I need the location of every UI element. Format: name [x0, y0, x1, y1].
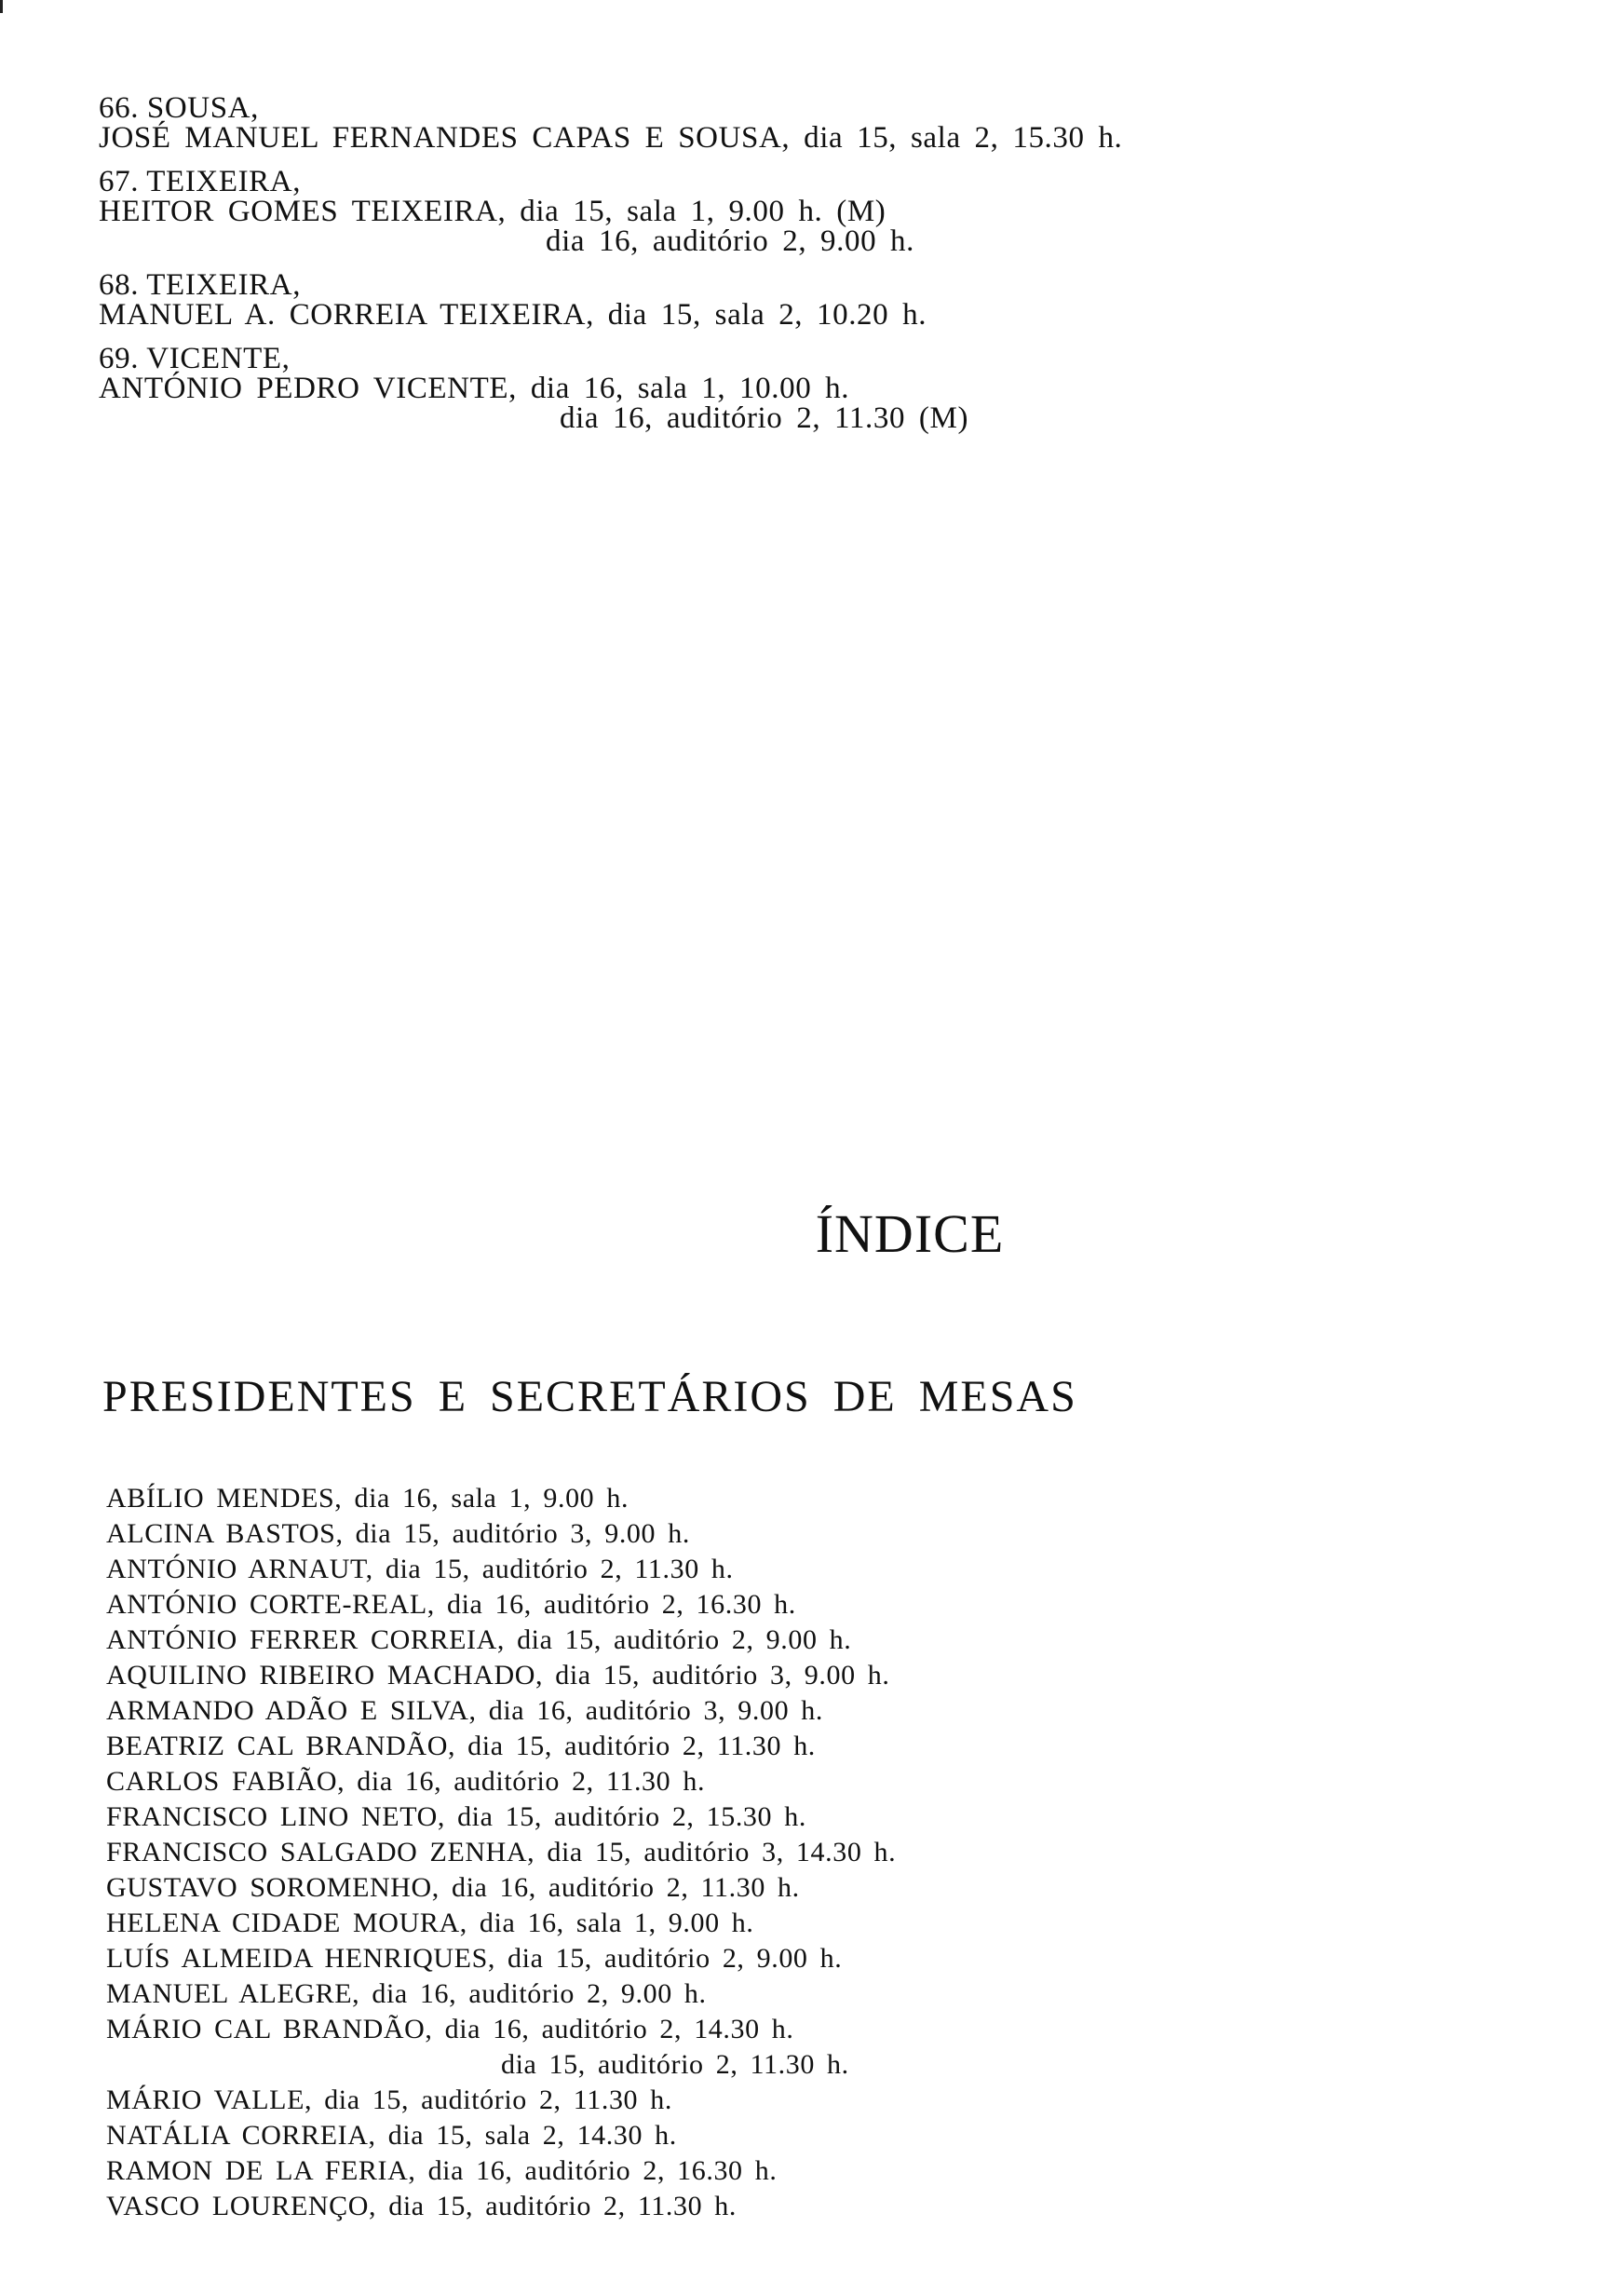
president-line: RAMON DE LA FERIA, dia 16, auditório 2, 16.30 h.	[106, 2155, 778, 2186]
scan-edge-mark	[0, 0, 3, 13]
entry-number-line: 67. TEIXEIRA,	[99, 165, 302, 198]
president-line: FRANCISCO LINO NETO, dia 15, auditório 2, 15.30 h.	[106, 1801, 806, 1832]
entry-main-line: MANUEL A. CORREIA TEIXEIRA, dia 15, sala 2, 10.20 h.	[99, 298, 927, 332]
president-line: FRANCISCO SALGADO ZENHA, dia 15, auditório 3, 14.30 h.	[106, 1837, 897, 1867]
entry-main-line: JOSÉ MANUEL FERNANDES CAPAS E SOUSA, dia 15, sala 2, 15.30 h.	[99, 121, 1123, 155]
president-line: AQUILINO RIBEIRO MACHADO, dia 15, auditório 3, 9.00 h.	[106, 1660, 890, 1691]
participant-entries	[99, 93, 1495, 447]
entry-67	[99, 167, 1495, 256]
president-line: MANUEL ALEGRE, dia 16, auditório 2, 9.00 h.	[106, 1978, 707, 2009]
entry-number-line: 68. TEIXEIRA,	[99, 268, 302, 302]
entry-continuation-line: dia 16, auditório 2, 11.30 (M)	[560, 401, 969, 435]
entry-number-line: 66. SOUSA,	[99, 91, 259, 125]
entry-number-line: 69. VICENTE,	[99, 342, 291, 375]
entry-66	[99, 93, 1495, 153]
entry-main-line: HEITOR GOMES TEIXEIRA, dia 15, sala 1, 9.00 h. (M)	[99, 195, 886, 228]
index-heading: ÍNDICE	[815, 1203, 1005, 1264]
president-line: ANTÓNIO FERRER CORREIA, dia 15, auditório 2, 9.00 h.	[106, 1624, 852, 1655]
president-line: ABÍLIO MENDES, dia 16, sala 1, 9.00 h.	[106, 1483, 629, 1514]
president-line: VASCO LOURENÇO, dia 15, auditório 2, 11.30 h.	[106, 2191, 737, 2221]
entry-main-line: ANTÓNIO PEDRO VICENTE, dia 16, sala 1, 10.00 h.	[99, 372, 850, 405]
entry-continuation-line: dia 16, auditório 2, 9.00 h.	[546, 224, 915, 258]
presidents-list	[106, 1481, 896, 2224]
president-line: NATÁLIA CORREIA, dia 15, sala 2, 14.30 h.	[106, 2120, 677, 2151]
president-continuation-line: dia 15, auditório 2, 11.30 h.	[501, 2049, 849, 2080]
president-line: ARMANDO ADÃO E SILVA, dia 16, auditório 3, 9.00 h.	[106, 1695, 824, 1726]
president-line: CARLOS FABIÃO, dia 16, auditório 2, 11.30 h.	[106, 1766, 706, 1797]
president-line: ANTÓNIO CORTE-REAL, dia 16, auditório 2, 16.30 h.	[106, 1589, 796, 1620]
entry-68	[99, 270, 1495, 330]
president-line: BEATRIZ CAL BRANDÃO, dia 15, auditório 2, 11.30 h.	[106, 1731, 816, 1761]
president-line: MÁRIO VALLE, dia 15, auditório 2, 11.30 h.	[106, 2085, 672, 2115]
entry-69	[99, 344, 1495, 433]
section-heading: PRESIDENTES E SECRETÁRIOS DE MESAS	[102, 1372, 1077, 1421]
president-line: ALCINA BASTOS, dia 15, auditório 3, 9.00 h.	[106, 1518, 690, 1549]
president-line: MÁRIO CAL BRANDÃO, dia 16, auditório 2, 14.30 h.	[106, 2014, 794, 2044]
president-line: HELENA CIDADE MOURA, dia 16, sala 1, 9.00 h.	[106, 1908, 754, 1938]
president-line: LUÍS ALMEIDA HENRIQUES, dia 15, auditório 2, 9.00 h.	[106, 1943, 843, 1974]
president-line: ANTÓNIO ARNAUT, dia 15, auditório 2, 11.30 h.	[106, 1554, 734, 1584]
president-line: GUSTAVO SOROMENHO, dia 16, auditório 2, 11.30 h.	[106, 1872, 800, 1903]
